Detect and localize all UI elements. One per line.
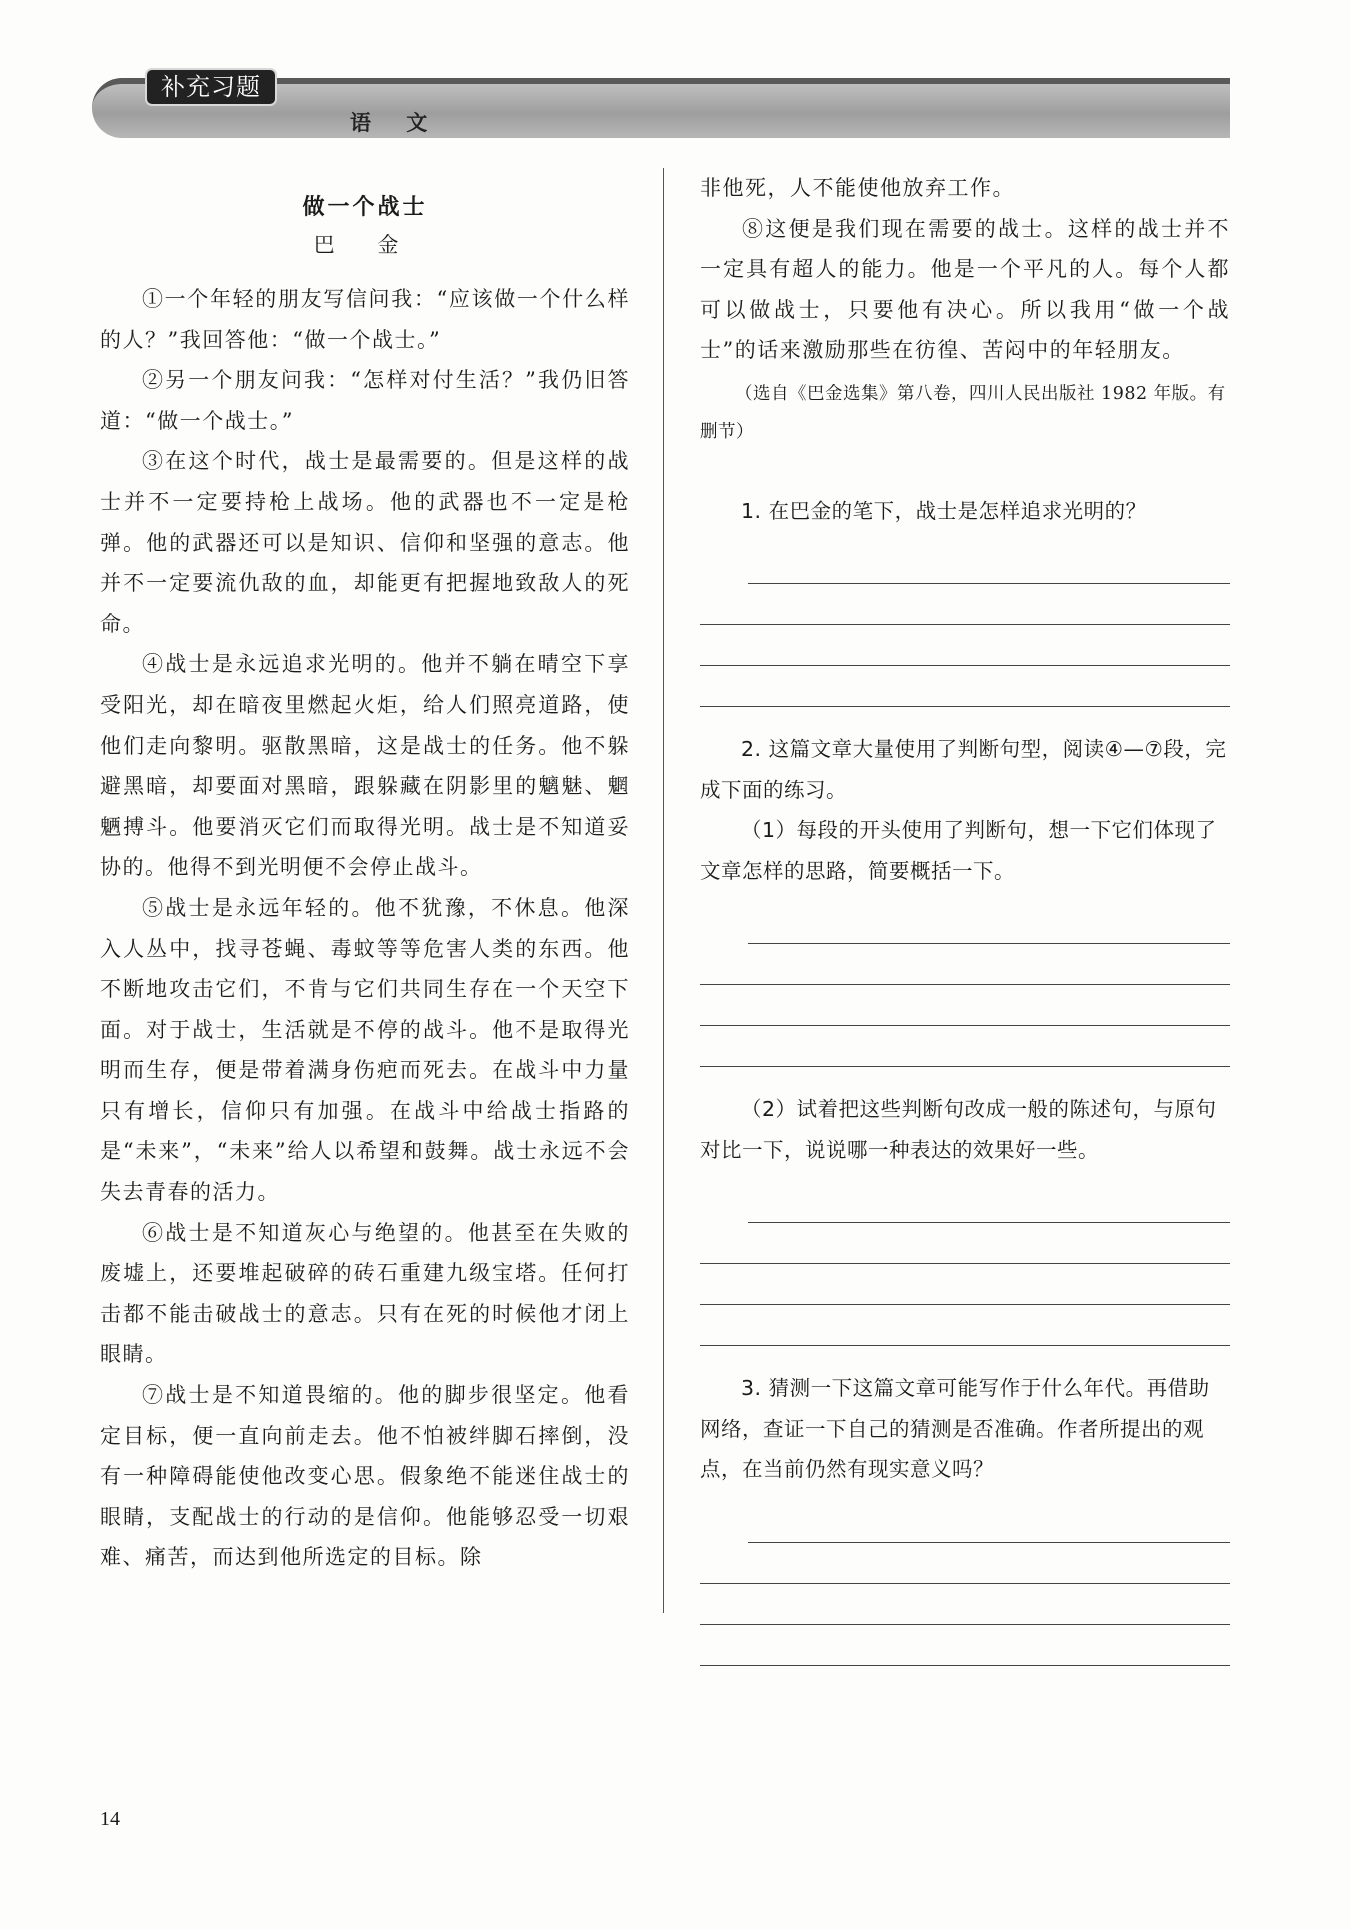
answer-lines-3 [700,1502,1230,1666]
answer-line[interactable] [700,985,1230,1026]
paragraph-7-continued: 非他死，人不能使他放弃工作。 [700,176,1015,200]
paragraph-5: ⑤战士是永远年轻的。他不犹豫，不休息。他深入人丛中，找寻苍蝇、毒蚊等等危害人类的东西。他不断地攻击它们，不肯与它们共同生存在一个天空下面。对于战士，生活就是不停的战斗。他不是取得光明而生存，便是带着满身伤疤而死去。在战斗中力量只有增长，信仰只有加强。在战斗中给战士指路的是“未来”，“未来”给人以希望和鼓舞。战士永远不会失去青春的活力。 [100,895,630,1205]
page-number: 14 [100,1808,120,1830]
section-tag: 补充习题 [145,68,277,106]
answer-lines-2-2 [700,1182,1230,1346]
answer-line[interactable] [748,1182,1230,1223]
paragraph-1: ①一个年轻的朋友写信问我：“应该做一个什么样的人？”我回答他：“做一个战士。” [100,287,630,352]
answer-lines-2-1 [700,903,1230,1067]
subject-label: 语 文 [350,111,442,135]
question-3: 3. 猜测一下这篇文章可能写作于什么年代。再借助网络，查证一下自己的猜测是否准确。作者所提出的观点，在当前仍然有现实意义吗？ [700,1376,1210,1482]
paragraph-8: ⑧这便是我们现在需要的战士。这样的战士并不一定具有超人的能力。他是一个平凡的人。每个人都可以做战士，只要他有决心。所以我用“做一个战士”的话来激励那些在彷徨、苦闷中的年轻朋友。 [700,216,1230,363]
right-column [700,168,1230,1688]
answer-line[interactable] [700,1264,1230,1305]
paragraph-3: ③在这个时代，战士是最需要的。但是这样的战士并不一定要持枪上战场。他的武器也不一定是枪弹。他的武器还可以是知识、信仰和坚强的意志。他并不一定要流仇敌的血，却能更有把握地致敌人的死命。 [100,449,630,636]
paragraph-4: ④战士是永远追求光明的。他并不躺在晴空下享受阳光，却在暗夜里燃起火炬，给人们照亮道路，使他们走向黎明。驱散黑暗，这是战士的任务。他不躲避黑暗，却要面对黑暗，跟躲藏在阴影里的魑魅、魍魉搏斗。他要消灭它们而取得光明。战士是不知道妥协的。他得不到光明便不会停止战斗。 [100,652,630,880]
answer-line[interactable] [700,1305,1230,1346]
answer-line[interactable] [748,543,1230,584]
paragraph-6: ⑥战士是不知道灰心与绝望的。他甚至在失败的废墟上，还要堆起破碎的砖石重建九级宝塔。任何打击都不能击破战士的意志。只有在死的时候他才闭上眼睛。 [100,1220,630,1367]
answer-line[interactable] [700,1584,1230,1625]
left-column [100,168,630,1578]
question-2: 2. 这篇文章大量使用了判断句型，阅读④—⑦段，完成下面的练习。 [700,737,1227,802]
answer-line[interactable] [700,584,1230,625]
answer-line[interactable] [700,944,1230,985]
paragraph-7: ⑦战士是不知道畏缩的。他的脚步很坚定。他看定目标，便一直向前走去。他不怕被绊脚石摔倒，没有一种障碍能使他改变心思。假象绝不能迷住战士的眼睛，支配战士的行动的是信仰。他能够忍受一切艰难、痛苦，而达到他所选定的目标。除 [100,1383,630,1570]
question-2-1: （1）每段的开头使用了判断句，想一下它们体现了文章怎样的思路，简要概括一下。 [700,818,1217,883]
question-2-2: （2）试着把这些判断句改成一般的陈述句，与原句对比一下，说说哪一种表达的效果好一些。 [700,1097,1217,1162]
answer-line[interactable] [700,1625,1230,1666]
answer-line[interactable] [700,666,1230,707]
column-divider [663,168,664,1613]
answer-lines-1 [700,543,1230,707]
answer-line[interactable] [700,1026,1230,1067]
question-1: 1. 在巴金的笔下，战士是怎样追求光明的？ [741,498,1147,523]
paragraph-2: ②另一个朋友问我：“怎样对付生活？”我仍旧答道：“做一个战士。” [100,368,630,433]
article-title: 做一个战士 [302,194,428,220]
answer-line[interactable] [700,1223,1230,1264]
answer-line[interactable] [700,1543,1230,1584]
article-author: 巴 金 [313,233,417,257]
answer-line[interactable] [748,1502,1230,1543]
answer-line[interactable] [700,625,1230,666]
answer-line[interactable] [748,903,1230,944]
source-note: （选自《巴金选集》第八卷，四川人民出版社 1982 年版。有删节） [700,383,1226,442]
